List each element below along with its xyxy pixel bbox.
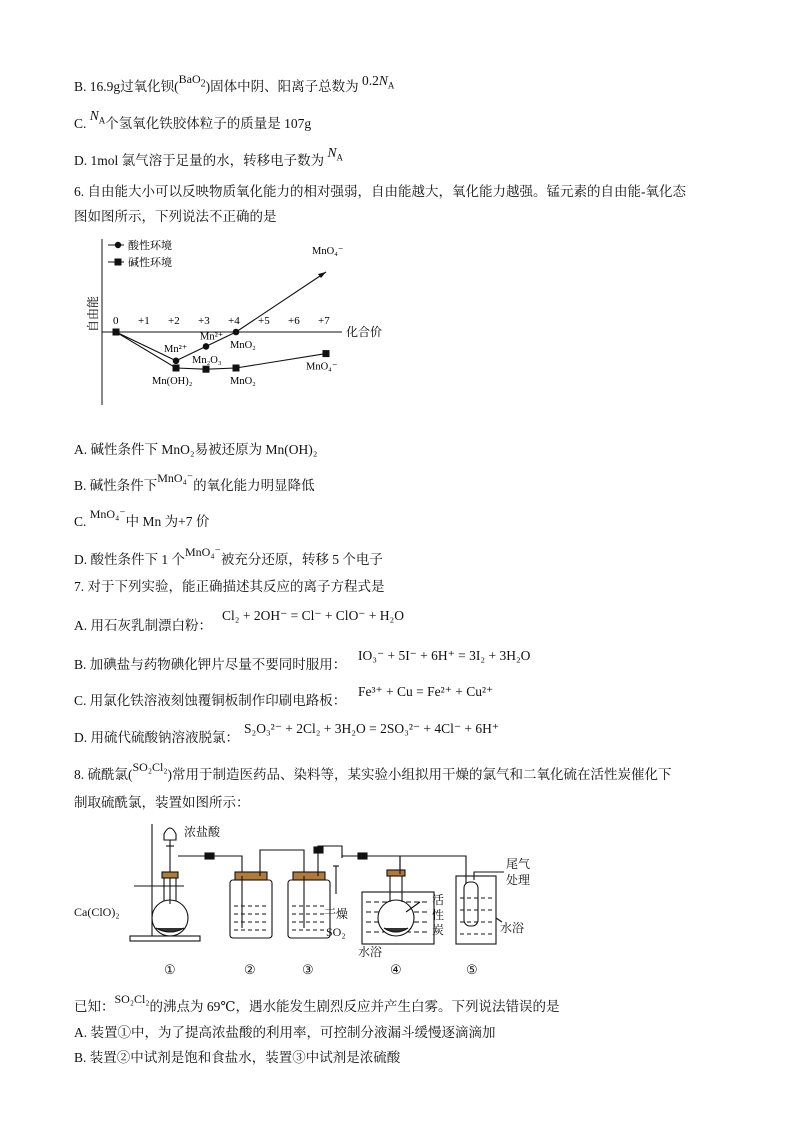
funnel-top [164, 828, 176, 840]
na-symbol: N [327, 145, 337, 160]
label-carbon-2: 性 [432, 908, 445, 922]
q6-c-pre: C. [74, 514, 87, 529]
data-point [173, 365, 180, 372]
q6-stem-line2: 图如图所示，下列说法不正确的是 [74, 209, 277, 224]
q8-stem-line1 [74, 760, 672, 784]
apparatus-diagram [74, 818, 564, 980]
bottle-2 [230, 880, 272, 938]
q5-c-na [89, 108, 106, 126]
data-point [113, 329, 120, 336]
q6-d-pre: D. 酸性条件下 1 个 [74, 552, 185, 567]
q5-b-text-1: B. 16.9g过氧化钡( [74, 79, 179, 94]
q5-option-c [74, 108, 312, 138]
point-label: Mn²⁺ [164, 343, 188, 355]
so2cl2-formula: SO₂Cl₂ [132, 760, 168, 774]
na-sub: A [336, 152, 344, 163]
q8-known-post: 的沸点为 69℃，遇水能发生剧烈反应并产生白雾。下列说法错误的是 [149, 999, 560, 1014]
point-label: Mn(OH)₂ [152, 376, 193, 387]
mno4-formula: MnO₄⁻ [157, 471, 194, 485]
x-tick-label: +4 [228, 315, 240, 327]
q6-option-c [74, 507, 210, 531]
label-num-2: ② [244, 962, 256, 977]
legend-circle-marker [115, 242, 121, 248]
q7-a-equation: Cl₂ + 2OH⁻ = Cl⁻ + ClO⁻ + H₂O [222, 608, 405, 623]
x-tick-label: +3 [198, 315, 210, 327]
free-energy-chart [74, 235, 404, 410]
q6-stem-line1: 6. 自由能大小可以反映物质氧化能力的相对强弱，自由能越大，氧化能力越强。锰元素的自由能-氧化态 [74, 184, 686, 199]
q7-stem: 7. 对于下列实验，能正确描述其反应的离子方程式是 [74, 579, 385, 594]
mno4-formula: MnO₄⁻ [185, 545, 221, 559]
label-water-bath-2: 水浴 [500, 921, 525, 935]
x-axis-label: 化合价 [346, 325, 383, 339]
q8-l1-post: )常用于制造医药品、染料等，某实验小组拟用干燥的氯气和二氧化硫在活性炭催化下 [167, 767, 672, 782]
legend [108, 238, 172, 269]
q7-c-equation: Fe³⁺ + Cu = Fe²⁺ + Cu²⁺ [358, 684, 494, 699]
data-point [233, 365, 240, 372]
q6-d-post: 被充分还原，转移 5 个电子 [220, 552, 383, 567]
baO-text: BaO [178, 72, 201, 86]
label-so2: SO₂ [326, 925, 346, 939]
na-symbol: N [378, 73, 388, 88]
q8-option-b: B. 装置②中试剂是饱和食盐水，装置③中试剂是浓硫酸 [74, 1050, 401, 1065]
x-tick-label: +1 [138, 315, 150, 327]
label-water-bath-1: 水浴 [358, 945, 383, 959]
data-point [173, 358, 180, 365]
x-tick-label: +5 [258, 315, 270, 327]
x-tick-label: +6 [288, 315, 300, 327]
point-label: Mn²⁺ [200, 331, 224, 343]
q5-d-na [327, 145, 344, 163]
label-tail-2: 处理 [506, 873, 531, 887]
q6-b-post: 的氧化能力明显降低 [193, 478, 315, 493]
data-point [203, 366, 210, 373]
label-caclo2: Ca(ClO)₂ [74, 905, 120, 919]
stopper-1 [162, 872, 178, 878]
label-carbon-3: 炭 [432, 923, 445, 937]
na-sub: A [98, 115, 106, 126]
label-num-4: ④ [390, 962, 402, 977]
so2cl2-formula: SO₂Cl₂ [114, 992, 150, 1006]
q6-option-b [74, 471, 315, 495]
data-point [203, 343, 210, 350]
q8-known-pre: 已知： [74, 999, 115, 1014]
q7-option-d: D. 用硫代硫酸钠溶液脱氯： [74, 730, 239, 745]
point-label: MnO₄⁻ [306, 361, 338, 373]
q5-c-label: C. [74, 116, 87, 131]
y-axis-label: 自由能 [86, 295, 100, 332]
data-point [323, 350, 330, 357]
q7-b-equation: IO₃⁻ + 5I⁻ + 6H⁺ = 3I₂ + 3H₂O [358, 648, 531, 663]
q6-c-post: 中 Mn 为+7 价 [125, 514, 210, 529]
q5-c-text: 个氢氧化铁胶体粒子的质量是 107g [105, 116, 312, 131]
q7-option-c: C. 用氯化铁溶液刻蚀覆铜板制作印刷电路板： [74, 693, 347, 708]
q5-b-text-2: )固体中阴、阳离子总数为 [205, 79, 359, 94]
legend-basic: 碱性环境 [128, 257, 172, 269]
q5-option-d [74, 145, 344, 175]
label-num-1: ① [164, 962, 176, 977]
data-point [233, 329, 240, 336]
x-tick-label: +7 [318, 315, 330, 327]
q7-option-a: A. 用石灰乳制漂白粉： [74, 618, 212, 633]
stand-base [130, 936, 200, 941]
label-num-3: ③ [302, 962, 314, 977]
q8-stem-line2: 制取硫酰氯，装置如图所示： [74, 795, 250, 810]
label-dry: 干燥 [324, 907, 349, 921]
tube-5 [464, 882, 478, 926]
point-label: MnO₂ [230, 340, 256, 351]
legend-square-marker [115, 259, 122, 266]
q5-b-formula [178, 72, 206, 90]
point-label: MnO₄⁻ [312, 246, 344, 257]
q7-d-equation: S₂O₃²⁻ + 2Cl₂ + 3H₂O = 2SO₃²⁻ + 4Cl⁻ + 6H⁺ [244, 721, 499, 736]
label-carbon-1: 活 [432, 893, 445, 907]
q6-option-a: A. 碱性条件下 MnO₂易被还原为 Mn(OH)₂ [74, 442, 318, 457]
legend-acidic: 酸性环境 [128, 240, 172, 252]
label-hcl: 浓盐酸 [184, 825, 221, 839]
q5-option-b [74, 72, 395, 101]
q6-option-d [74, 545, 383, 569]
mno4-formula: MnO₄⁻ [89, 507, 126, 521]
q7-option-b: B. 加碘盐与药物碘化钾片尽量不要同时服用： [74, 657, 347, 672]
stopper-4 [387, 870, 405, 876]
x-tick-label: +2 [168, 315, 180, 327]
na-symbol: N [89, 108, 99, 123]
q5-b-num: 0.2 [362, 73, 379, 88]
q8-known [74, 992, 560, 1016]
label-num-5: ⑤ [466, 962, 478, 977]
q5-d-text: D. 1mol 氯气溶于足量的水，转移电子数为 [74, 153, 325, 168]
baO-sub: 2 [200, 78, 206, 90]
point-label: MnO₂ [230, 376, 256, 387]
q5-b-value [362, 73, 395, 91]
q8-option-a: A. 装置①中，为了提高浓盐酸的利用率，可控制分液漏斗缓慢逐滴滴加 [74, 1025, 496, 1040]
q6-b-pre: B. 碱性条件下 [74, 478, 158, 493]
x-tick-label: 0 [113, 315, 119, 327]
label-tail-1: 尾气 [506, 857, 531, 871]
q8-l1-pre: 8. 硫酰氯( [74, 767, 133, 782]
point-label: Mn₂O₃ [192, 355, 222, 367]
na-sub: A [387, 80, 395, 91]
